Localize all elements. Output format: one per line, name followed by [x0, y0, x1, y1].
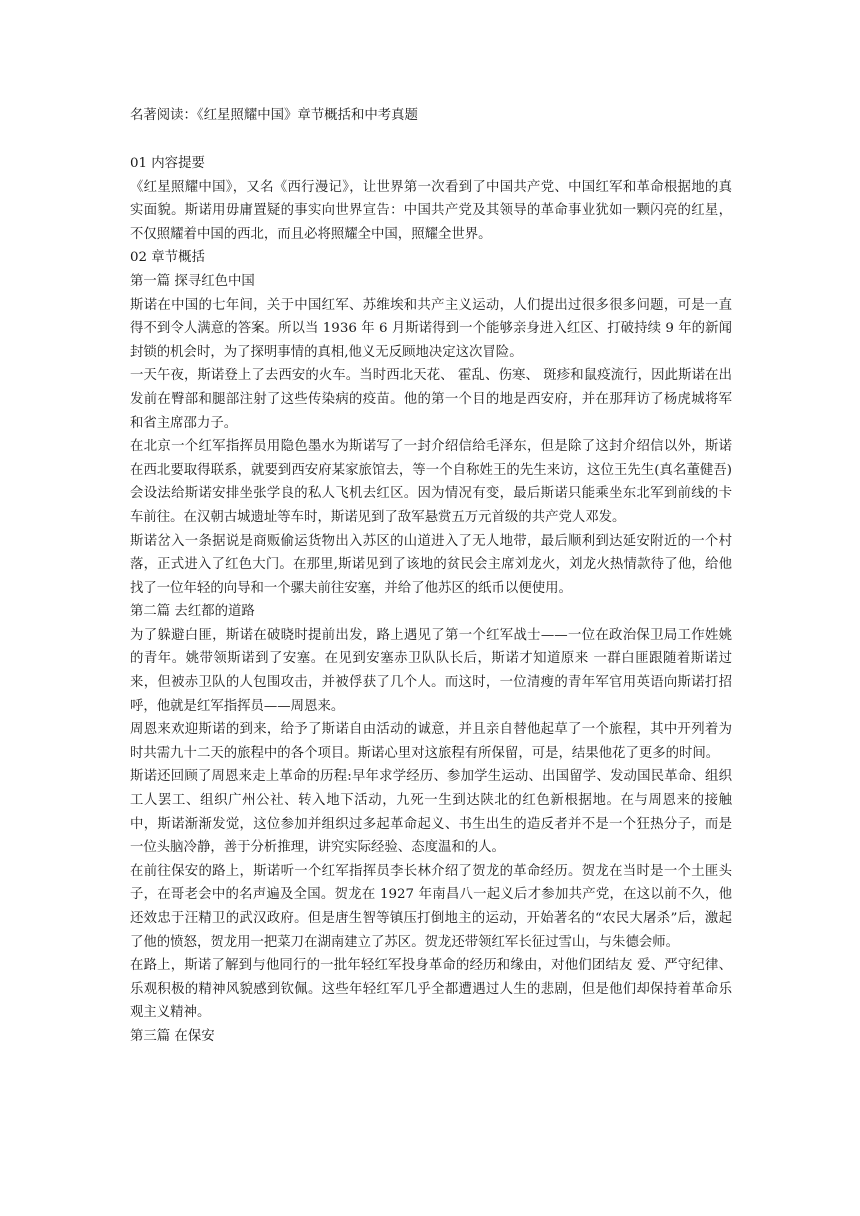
- document-title: 名著阅读：《红星照耀中国》章节概括和中考真题: [130, 108, 418, 123]
- paragraph: 斯诺在中国的七年间，关于中国红军、苏维埃和共产主义运动，人们提出过很多很多问题，可是一直得不到令人满意的答案。所以当 1936 年 6 月斯诺得到一个能够亲身进入红区、打破持续 9 年的新闻封锁的机会时，为了探明事情的真相,他义无反顾地决定这次冒险。: [130, 297, 732, 360]
- document-page: [130, 104, 732, 1049]
- paragraph: 在路上，斯诺了解到与他同行的一批年轻红军投身革命的经历和缘由，对他们团结友 爱、严守纪律、乐观积极的精神风貌感到钦佩。这些年轻红军几乎全都遭遇过人生的悲剧，但是他们却保持着革命乐观主义精神。: [130, 958, 732, 1021]
- paragraph: 斯诺岔入一条据说是商贩偷运货物出入苏区的山道进入了无人地带，最后顺利到达延安附近的一个村落，正式进入了红色大门。在那里,斯诺见到了该地的贫民会主席刘龙火，刘龙火热情款待了他，给他找了一位年轻的向导和一个骡夫前往安塞，并给了他苏区的纸币以便使用。: [130, 533, 732, 596]
- paragraph: 在前往保安的路上，斯诺听一个红军指挥员李长林介绍了贺龙的革命经历。贺龙在当时是一个土匪头子，在哥老会中的名声遍及全国。贺龙在 1927 年南昌八一起义后才参加共产党，在这以前不久，他还效忠于汪精卫的武汉政府。但是唐生智等镇压打倒地主的运动，开始著名的“农民大屠杀”后，激起了他的愤怒，贺龙用一把菜刀在湖南建立了苏区。贺龙还带领红军长征过雪山，与朱德会师。: [130, 863, 732, 950]
- paragraph: 斯诺还回顾了周恩来走上革命的历程:早年求学经历、参加学生运动、出国留学、发动国民革命、组织工人罢工、组织广州公社、转入地下活动，九死一生到达陕北的红色新根据地。在与周恩来的接触中，斯诺渐渐发觉，这位参加并组织过多起革命起义、书生出生的造反者并不是一个狂热分子，而是一位头脑冷静，善于分析推理，讲究实际经验、态度温和的人。: [130, 769, 732, 856]
- chapter-heading-2: 第二篇 去红都的道路: [130, 604, 255, 620]
- paragraph: 在北京一个红军指挥员用隐色墨水为斯诺写了一封介绍信给毛泽东，但是除了这封介绍信以外，斯诺在西北要取得联系，就要到西安府某家旅馆去，等一个自称姓王的先生来访，这位王先生(真名董健吾)会设法给斯诺安排坐张学良的私人飞机去红区。因为情况有变，最后斯诺只能乘坐东北军到前线的卡车前往。在汉朝古城遗址等车时，斯诺见到了敌军悬赏五万元首级的共产党人邓发。: [130, 439, 732, 525]
- paragraph: 为了躲避白匪，斯诺在破晓时提前出发，路上遇见了第一个红军战士——一位在政治保卫局工作姓姚的青年。姚带领斯诺到了安塞。在见到安塞赤卫队队长后，斯诺才知道原来 一群白匪跟随着斯诺过来，但被赤卫队的人包围攻击，并被俘获了几个人。而这时，一位清瘦的青年军官用英语向斯诺打招呼，他就是红军指挥员——周恩来。: [130, 627, 732, 714]
- chapter-heading-3: 第三篇 在保安: [130, 1028, 215, 1044]
- paragraph-summary: 《红星照耀中国》，又名《西行漫记》，让世界第一次看到了中国共产党、中国红军和革命根据地的真实面貌。斯诺用毋庸置疑的事实向世界宣告：中国共产党及其领导的革命事业犹如一颗闪亮的红星，不仅照耀着中国的西北，而且必将照耀全中国，照耀全世界。: [130, 179, 732, 242]
- paragraph: 一天午夜，斯诺登上了去西安的火车。当时西北天花、 霍乱、伤寒、 斑疹和鼠疫流行，因此斯诺在出发前在臀部和腿部注射了这些传染病的疫苗。他的第一个目的地是西安府，并在那拜访了杨虎城将军和省主席邵力子。: [130, 368, 732, 431]
- section-heading-chapters: 02 章节概括: [130, 250, 205, 266]
- paragraph: 周恩来欢迎斯诺的到来，给予了斯诺自由活动的诚意，并且亲自替他起草了一个旅程，其中开列着为时共需九十二天的旅程中的各个项目。斯诺心里对这旅程有所保留，可是，结果他花了更多的时间。: [130, 722, 732, 761]
- section-heading-summary: 01 内容提要: [130, 156, 205, 171]
- chapter-heading-1: 第一篇 探寻红色中国: [130, 273, 255, 289]
